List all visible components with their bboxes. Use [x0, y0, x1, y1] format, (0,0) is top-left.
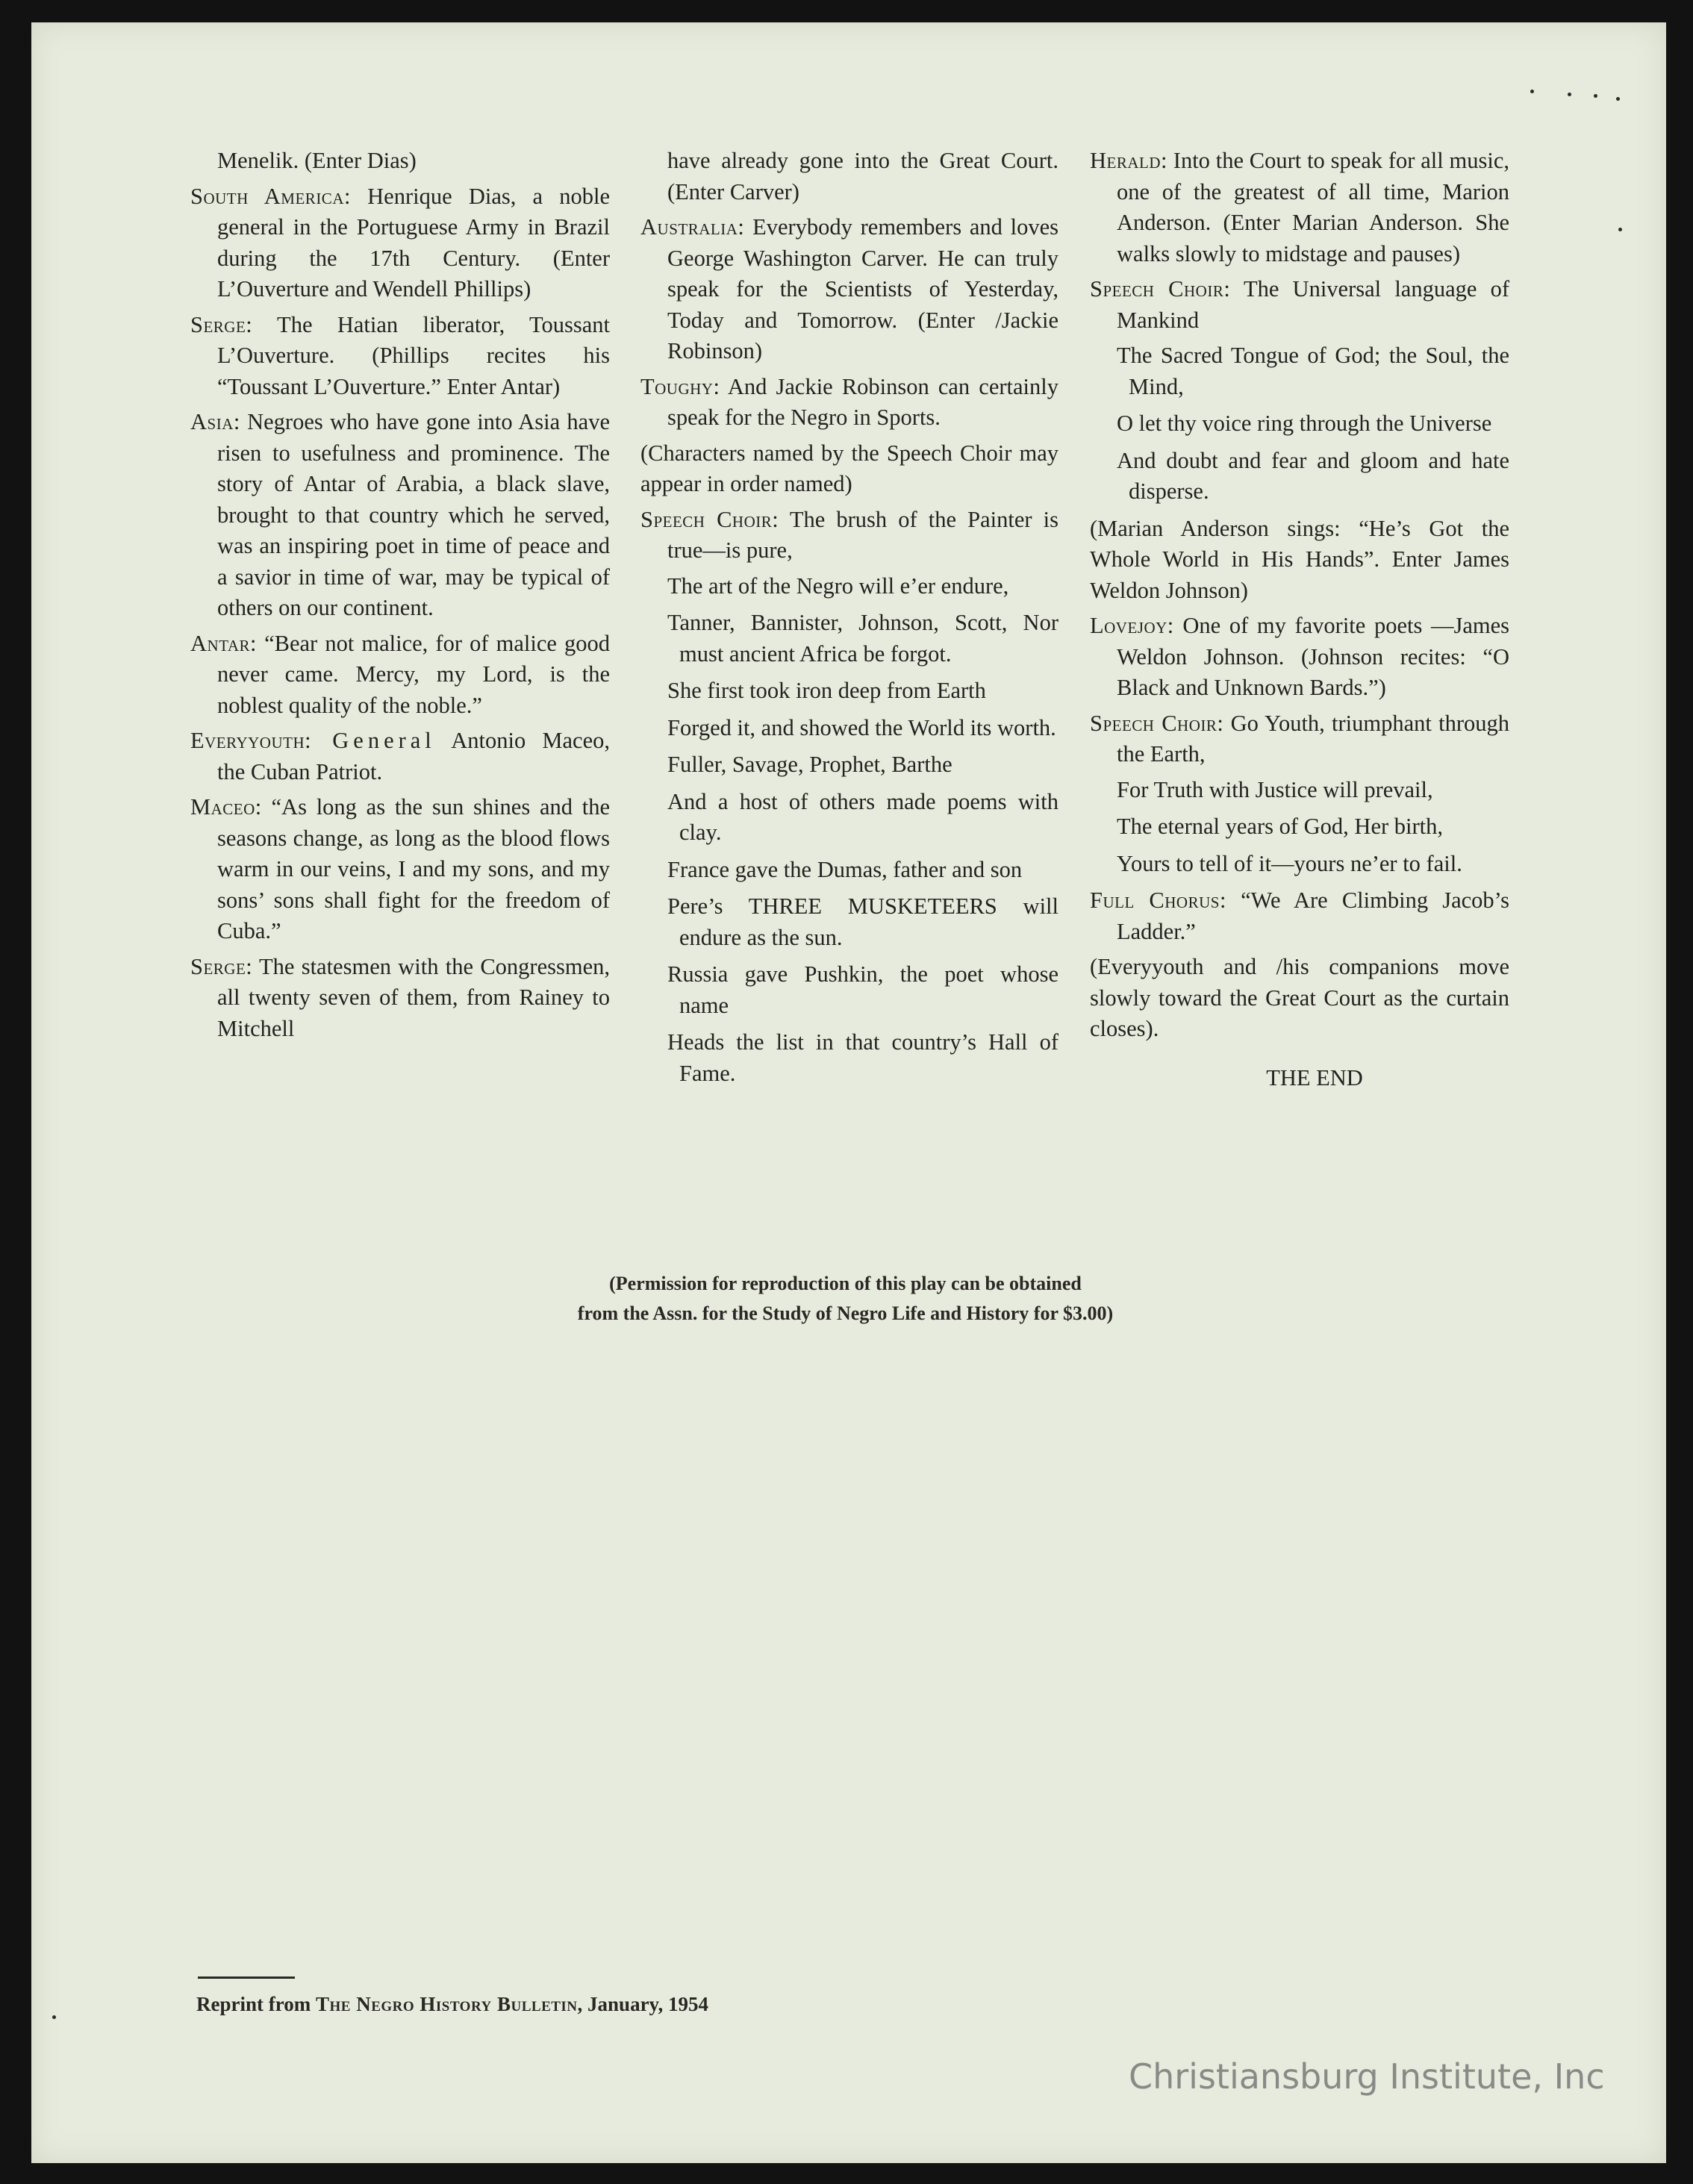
verse-line: And a host of others made poems with clay.: [667, 788, 1058, 845]
dialogue-asia: [190, 407, 610, 624]
verse-line: And doubt and fear and gloom and hate disperse.: [1117, 447, 1509, 504]
paper-speck: [1618, 228, 1622, 231]
speaker-name: Serge:: [190, 311, 253, 337]
dialogue-speech-choir: [640, 505, 1058, 567]
permission-line: (Permission for reproduction of this play can be obtained: [609, 1273, 1082, 1294]
paper-speck: [1568, 93, 1571, 96]
speaker-name: Toughy:: [640, 373, 720, 399]
dialogue-text: “Bear not malice, for of malice good never came. Mercy, my Lord, is the noblest quality of the noble.”: [217, 630, 610, 718]
dialogue-text: Henrique Dias, a noble general in the Portuguese Army in Brazil during the 17th Century. (Enter L’Ouverture and Wendell Phillips): [217, 183, 611, 302]
paper-speck: [1594, 94, 1597, 98]
verse-line: She first took iron deep from Earth: [667, 678, 986, 703]
dialogue-south-america: [190, 181, 610, 305]
dialogue-maceo: [190, 792, 610, 947]
paragraph: Menelik. (Enter Dias): [217, 148, 417, 173]
dialogue-text: And Jackie Robinson can certainly speak for the Negro in Sports.: [667, 373, 1058, 430]
reprint-prefix: Reprint from: [196, 1993, 316, 2015]
dialogue-text: One of my favorite poets —James Weldon Johnson. (Johnson recites: “O Black and Unknown Bards.”): [1117, 613, 1509, 700]
the-end-heading: THE END: [1266, 1064, 1363, 1091]
dialogue-speech-choir: [1090, 708, 1509, 770]
verse-line: The eternal years of God, Her birth,: [1117, 814, 1443, 839]
speaker-name: Herald:: [1090, 148, 1167, 173]
paper-speck: [1616, 97, 1620, 101]
speaker-name: Australia:: [640, 214, 745, 240]
verse-line: Russia gave Pushkin, the poet whose name: [667, 961, 1058, 1018]
permission-note: [418, 1269, 1273, 1329]
text-column-3: [1090, 146, 1509, 1098]
paragraph: have already gone into the Great Court. (Enter Carver): [667, 148, 1058, 205]
dialogue-australia: [640, 212, 1058, 367]
dialogue-text: The Hatian liberator, Toussant L’Ouverture. (Phillips recites his “Toussant L’Ouverture.” Enter Antar): [217, 311, 610, 399]
dialogue-text: The brush of the Painter is true—is pure,: [667, 506, 1059, 563]
paper-speck: [1530, 90, 1534, 93]
speaker-name: Speech Choir:: [640, 506, 779, 532]
dialogue-text: Go Youth, triumphant through the Earth,: [1117, 710, 1509, 767]
dialogue-everyyouth: [190, 726, 610, 787]
footer-rule: [198, 1976, 295, 1979]
paper-speck: [52, 2015, 56, 2019]
dialogue-herald: [1090, 146, 1509, 269]
stage-direction: (Everyyouth and /his companions move slowly toward the Great Court as the curtain closes).: [1090, 954, 1509, 1041]
dialogue-speech-choir: [1090, 274, 1509, 336]
speaker-name: Antar:: [190, 630, 257, 656]
dialogue-full-chorus: [1090, 885, 1509, 947]
dialogue-text: Negroes who have gone into Asia have risen to usefulness and prominence. The story of Antar of Arabia, a black slave, brought to that country which he served, was an inspiring poet in time of peace and a savior in time of war, may be typical of others on our continent.: [217, 409, 610, 620]
dialogue-text: “As long as the sun shines and the seasons change, as long as the blood flows warm in our veins, I and my sons, and my sons’ sons shall fight for the freedom of Cuba.”: [217, 794, 610, 943]
watermark: Christiansburg Institute, Inc: [1129, 2056, 1605, 2097]
dialogue-serge: [190, 310, 610, 403]
verse-line: Heads the list in that country’s Hall of Fame.: [667, 1029, 1058, 1086]
verse-line: France gave the Dumas, father and son: [667, 856, 1023, 882]
verse-line: Tanner, Bannister, Johnson, Scott, Nor must ancient Africa be forgot.: [667, 610, 1058, 667]
dialogue-text: Everybody remembers and loves George Washington Carver. He can truly speak for the Scientists of Yesterday, Today and Tomorrow. (Enter /Jackie Robinson): [667, 214, 1058, 364]
verse-line: For Truth with Justice will prevail,: [1117, 776, 1433, 802]
speaker-name: Maceo:: [190, 794, 262, 820]
verse-line: Fuller, Savage, Prophet, Barthe: [667, 752, 952, 777]
speaker-name: Speech Choir:: [1090, 276, 1231, 302]
speaker-name: Full Chorus:: [1090, 887, 1226, 913]
permission-line: from the Assn. for the Study of Negro Life and History for $3.00): [577, 1302, 1114, 1324]
verse-line: Forged it, and showed the World its worth.: [667, 714, 1056, 740]
dialogue-lovejoy: [1090, 611, 1509, 704]
reprint-date: , January, 1954: [577, 1993, 709, 2015]
verse-line: Pere’s THREE MUSKETEERS will endure as the sun.: [667, 893, 1058, 950]
dialogue-text: Into the Court to speak for all music, one of the greatest of all time, Marion Anderson. (Enter Marian Anderson. She walks slowly to midstage and pauses): [1117, 148, 1509, 266]
verse-line: Yours to tell of it—yours ne’er to fail.: [1117, 850, 1462, 876]
bulletin-title: The Negro History Bulletin: [315, 1993, 578, 2015]
speaker-name: Everyyouth:: [190, 728, 312, 753]
speaker-name: South America:: [190, 183, 351, 209]
text-column-1: [190, 146, 610, 1049]
dialogue-toughy: [640, 372, 1058, 434]
verse-line: The Sacred Tongue of God; the Soul, the Mind,: [1117, 343, 1509, 399]
dialogue-text: The statesmen with the Congressmen, all twenty seven of them, from Rainey to Mitchell: [217, 953, 610, 1041]
speaker-name: Speech Choir:: [1090, 710, 1224, 736]
stage-direction: (Marian Anderson sings: “He’s Got the Whole World in His Hands”. Enter James Weldon Johnson): [1090, 515, 1509, 603]
dialogue-text: “We Are Climbing Jacob’s Ladder.”: [1117, 887, 1509, 944]
dialogue-antar: [190, 628, 610, 722]
verse-line: The art of the Negro will e’er endure,: [667, 572, 1009, 599]
dialogue-text: The Universal language of Mankind: [1117, 276, 1509, 333]
dialogue-serge: [190, 952, 610, 1045]
verse-line: O let thy voice ring through the Universe: [1117, 411, 1492, 436]
speaker-name: Lovejoy:: [1090, 613, 1174, 638]
speaker-name: Serge:: [190, 953, 253, 979]
stage-direction: (Characters named by the Speech Choir may appear in order named): [640, 440, 1058, 496]
speaker-name: Asia:: [190, 409, 240, 434]
text-column-2: [640, 146, 1058, 1095]
dialogue-text: Antonio Maceo, the Cuban Patriot.: [217, 728, 610, 784]
dialogue-text: General: [311, 728, 436, 753]
reprint-credit: [196, 1993, 708, 2016]
